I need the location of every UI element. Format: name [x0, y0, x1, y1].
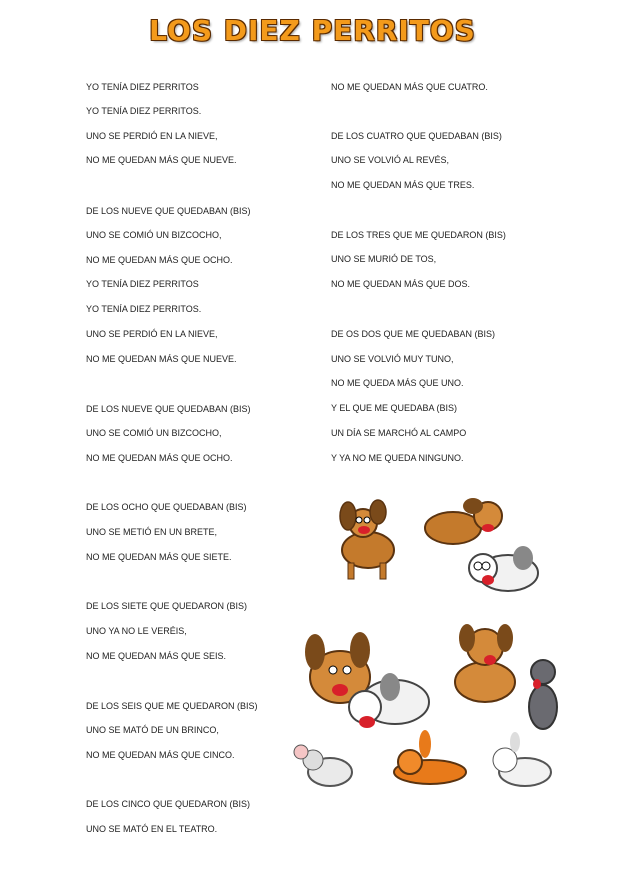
lyric-line: DE LOS OCHO QUE QUEDABAN (BIS) [86, 502, 247, 512]
lyric-line: NO ME QUEDAN MÁS QUE SIETE. [86, 552, 232, 562]
lyric-line: YO TENÍA DIEZ PERRITOS. [86, 304, 202, 314]
mouse-icon [294, 745, 352, 786]
white-puppy-icon [493, 732, 551, 786]
dogs-illustration-bottom [285, 612, 575, 802]
lyric-line: DE LOS CUATRO QUE QUEDABAN (BIS) [331, 131, 502, 141]
lyric-line: NO ME QUEDAN MÁS QUE SEIS. [86, 651, 227, 661]
brown-dog-running-icon [425, 498, 502, 544]
lyric-line: DE LOS CINCO QUE QUEDARON (BIS) [86, 799, 251, 809]
lyric-line: UNO SE MATÓ EN EL TEATRO. [86, 824, 218, 834]
lyric-line: YO TENÍA DIEZ PERRITOS [86, 279, 199, 289]
lyric-line: UNO YA NO LE VERÉIS, [86, 626, 187, 636]
lyric-line: NO ME QUEDAN MÁS QUE CINCO. [86, 750, 235, 760]
lyric-line: UNO SE COMIÓ UN BIZCOCHO, [86, 230, 222, 240]
lyric-line: Y EL QUE ME QUEDABA (BIS) [331, 403, 458, 413]
brown-dog-sitting-icon [455, 624, 515, 702]
lyric-line: UN DÍA SE MARCHÓ AL CAMPO [331, 428, 467, 438]
orange-dog-icon [394, 730, 466, 784]
lyric-line: YO TENÍA DIEZ PERRITOS. [86, 106, 202, 116]
lyric-line: UNO SE VOLVIÓ AL REVÉS, [331, 155, 450, 165]
lyric-line: DE LOS SIETE QUE QUEDARON (BIS) [86, 601, 248, 611]
lyric-line: NO ME QUEDAN MÁS QUE OCHO. [86, 255, 233, 265]
lyric-line: NO ME QUEDAN MÁS QUE OCHO. [86, 453, 233, 463]
lyric-line: UNO SE METIÓ EN UN BRETE, [86, 527, 218, 537]
lyric-line: UNO SE MURIÓ DE TOS, [331, 254, 437, 264]
lyric-line: DE LOS NUEVE QUE QUEDABAN (BIS) [86, 404, 251, 414]
lyric-line: DE LOS TRES QUE ME QUEDARON (BIS) [331, 230, 506, 240]
white-dog-icon [469, 546, 538, 591]
lyric-line: NO ME QUEDAN MÁS QUE DOS. [331, 279, 471, 289]
lyric-line: UNO SE COMIÓ UN BIZCOCHO, [86, 428, 222, 438]
lyric-line: DE LOS SEIS QUE ME QUEDARON (BIS) [86, 701, 258, 711]
brown-dog-icon [340, 500, 394, 579]
lyric-line: NO ME QUEDA MÁS QUE UNO. [331, 378, 464, 388]
lyric-line: Y YA NO ME QUEDA NINGUNO. [331, 453, 464, 463]
lyric-line: NO ME QUEDAN MÁS QUE NUEVE. [86, 354, 237, 364]
lyric-line: UNO SE PERDIÓ EN LA NIEVE, [86, 131, 218, 141]
lyric-line: NO ME QUEDAN MÁS QUE TRES. [331, 180, 475, 190]
lyric-line: NO ME QUEDAN MÁS QUE NUEVE. [86, 155, 237, 165]
lyric-line: DE LOS NUEVE QUE QUEDABAN (BIS) [86, 206, 251, 216]
page-title: LOS DIEZ PERRITOS [149, 14, 476, 47]
lyric-line: YO TENÍA DIEZ PERRITOS [86, 82, 199, 92]
lyric-line: UNO SE VOLVIÓ MUY TUNO, [331, 354, 454, 364]
dogs-illustration-top [318, 488, 558, 608]
lyric-line: NO ME QUEDAN MÁS QUE CUATRO. [331, 82, 488, 92]
lyric-line: DE OS DOS QUE ME QUEDABAN (BIS) [331, 329, 496, 339]
grey-dog-icon [529, 660, 557, 729]
lyric-line: UNO SE MATÓ DE UN BRINCO, [86, 725, 219, 735]
lyric-line: UNO SE PERDIÓ EN LA NIEVE, [86, 329, 218, 339]
